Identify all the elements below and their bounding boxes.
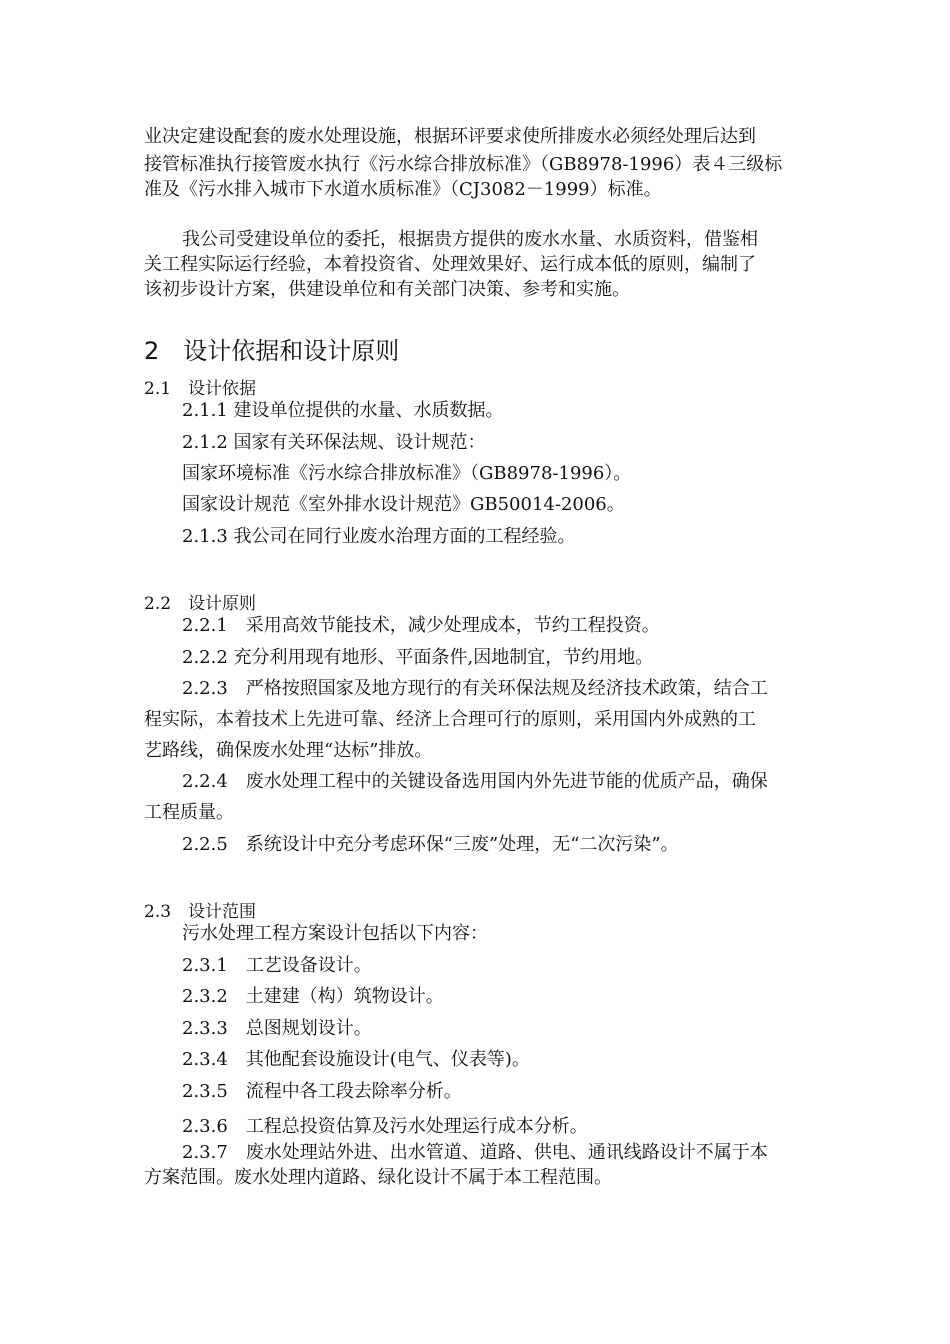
section-2-1-item-4: 国家设计规范《室外排水设计规范》GB50014-2006。 — [182, 494, 625, 515]
section-2-2-item-3-line-2: 程实际，本着技术上先进可靠、经济上合理可行的原则，采用国内外成熟的工 — [144, 709, 756, 730]
section-2-3-title: 2.3 设计范围 — [144, 902, 257, 922]
section-2-2-item-1: 2.2.1 采用高效节能技术，减少处理成本，节约工程投资。 — [182, 615, 660, 636]
intro-p1-line-3: 准及《污水排入城市下水道水质标准》（CJ3082－1999）标准。 — [144, 179, 662, 200]
section-2-3-item-1: 2.3.1 工艺设备设计。 — [182, 955, 372, 976]
section-2-2-item-3-line-1: 2.2.3 严格按照国家及地方现行的有关环保法规及经济技术政策，结合工 — [182, 678, 768, 699]
section-2-3-item-7-line-2: 方案范围。废水处理内道路、绿化设计不属于本工程范围。 — [144, 1167, 612, 1188]
section-2-3-item-6: 2.3.6 工程总投资估算及污水处理运行成本分析。 — [182, 1116, 588, 1137]
section-2-1-item-2: 2.1.2 国家有关环保法规、设计规范： — [182, 432, 486, 453]
section-2-2-item-4-line-1: 2.2.4 废水处理工程中的关键设备选用国内外先进节能的优质产品，确保 — [182, 771, 768, 792]
section-2-1-item-3: 国家环境标准《污水综合排放标准》（GB8978-1996）。 — [182, 463, 632, 484]
section-2-3-item-5: 2.3.5 流程中各工段去除率分析。 — [182, 1081, 462, 1102]
section-2-3-item-7-line-1: 2.3.7 废水处理站外进、出水管道、道路、供电、通讯线路设计不属于本 — [182, 1142, 768, 1163]
section-2-1-item-1: 2.1.1 建设单位提供的水量、水质数据。 — [182, 400, 504, 421]
section-2-2-title: 2.2 设计原则 — [144, 594, 257, 614]
intro-p2-line-1: 我公司受建设单位的委托，根据贵方提供的废水水量、水质资料，借鉴相 — [182, 229, 758, 250]
intro-p1-line-2: 接管标准执行接管废水执行《污水综合排放标准》（GB8978-1996）表４三级标 — [144, 154, 783, 175]
section-2-2-item-5: 2.2.5 系统设计中充分考虑环保“三废”处理，无“二次污染”。 — [182, 834, 679, 855]
section-2-2-item-4-line-2: 工程质量。 — [144, 802, 234, 823]
section-2-3-lead: 污水处理工程方案设计包括以下内容： — [182, 923, 488, 944]
section-2-1-title: 2.1 设计依据 — [144, 379, 257, 399]
intro-p1-line-1: 业决定建设配套的废水处理设施，根据环评要求使所排废水必须经处理后达到 — [144, 126, 756, 147]
intro-p2-line-2: 关工程实际运行经验，本着投资省、处理效果好、运行成本低的原则，编制了 — [144, 254, 756, 275]
intro-p2-line-3: 该初步设计方案，供建设单位和有关部门决策、参考和实施。 — [144, 279, 630, 300]
section-2-2-item-3-line-3: 艺路线，确保废水处理“达标”排放。 — [144, 740, 433, 761]
section-2-3-item-2: 2.3.2 土建建（构）筑物设计。 — [182, 986, 444, 1007]
section-2-3-item-3: 2.3.3 总图规划设计。 — [182, 1018, 372, 1039]
section-2-3-item-4: 2.3.4 其他配套设施设计(电气、仪表等)。 — [182, 1049, 530, 1070]
section-2-2-item-2: 2.2.2 充分利用现有地形、平面条件,因地制宜，节约用地。 — [182, 647, 654, 668]
section-2-1-item-5: 2.1.3 我公司在同行业废水治理方面的工程经验。 — [182, 526, 576, 547]
chapter-heading: 2 设计依据和设计原则 — [144, 337, 400, 365]
